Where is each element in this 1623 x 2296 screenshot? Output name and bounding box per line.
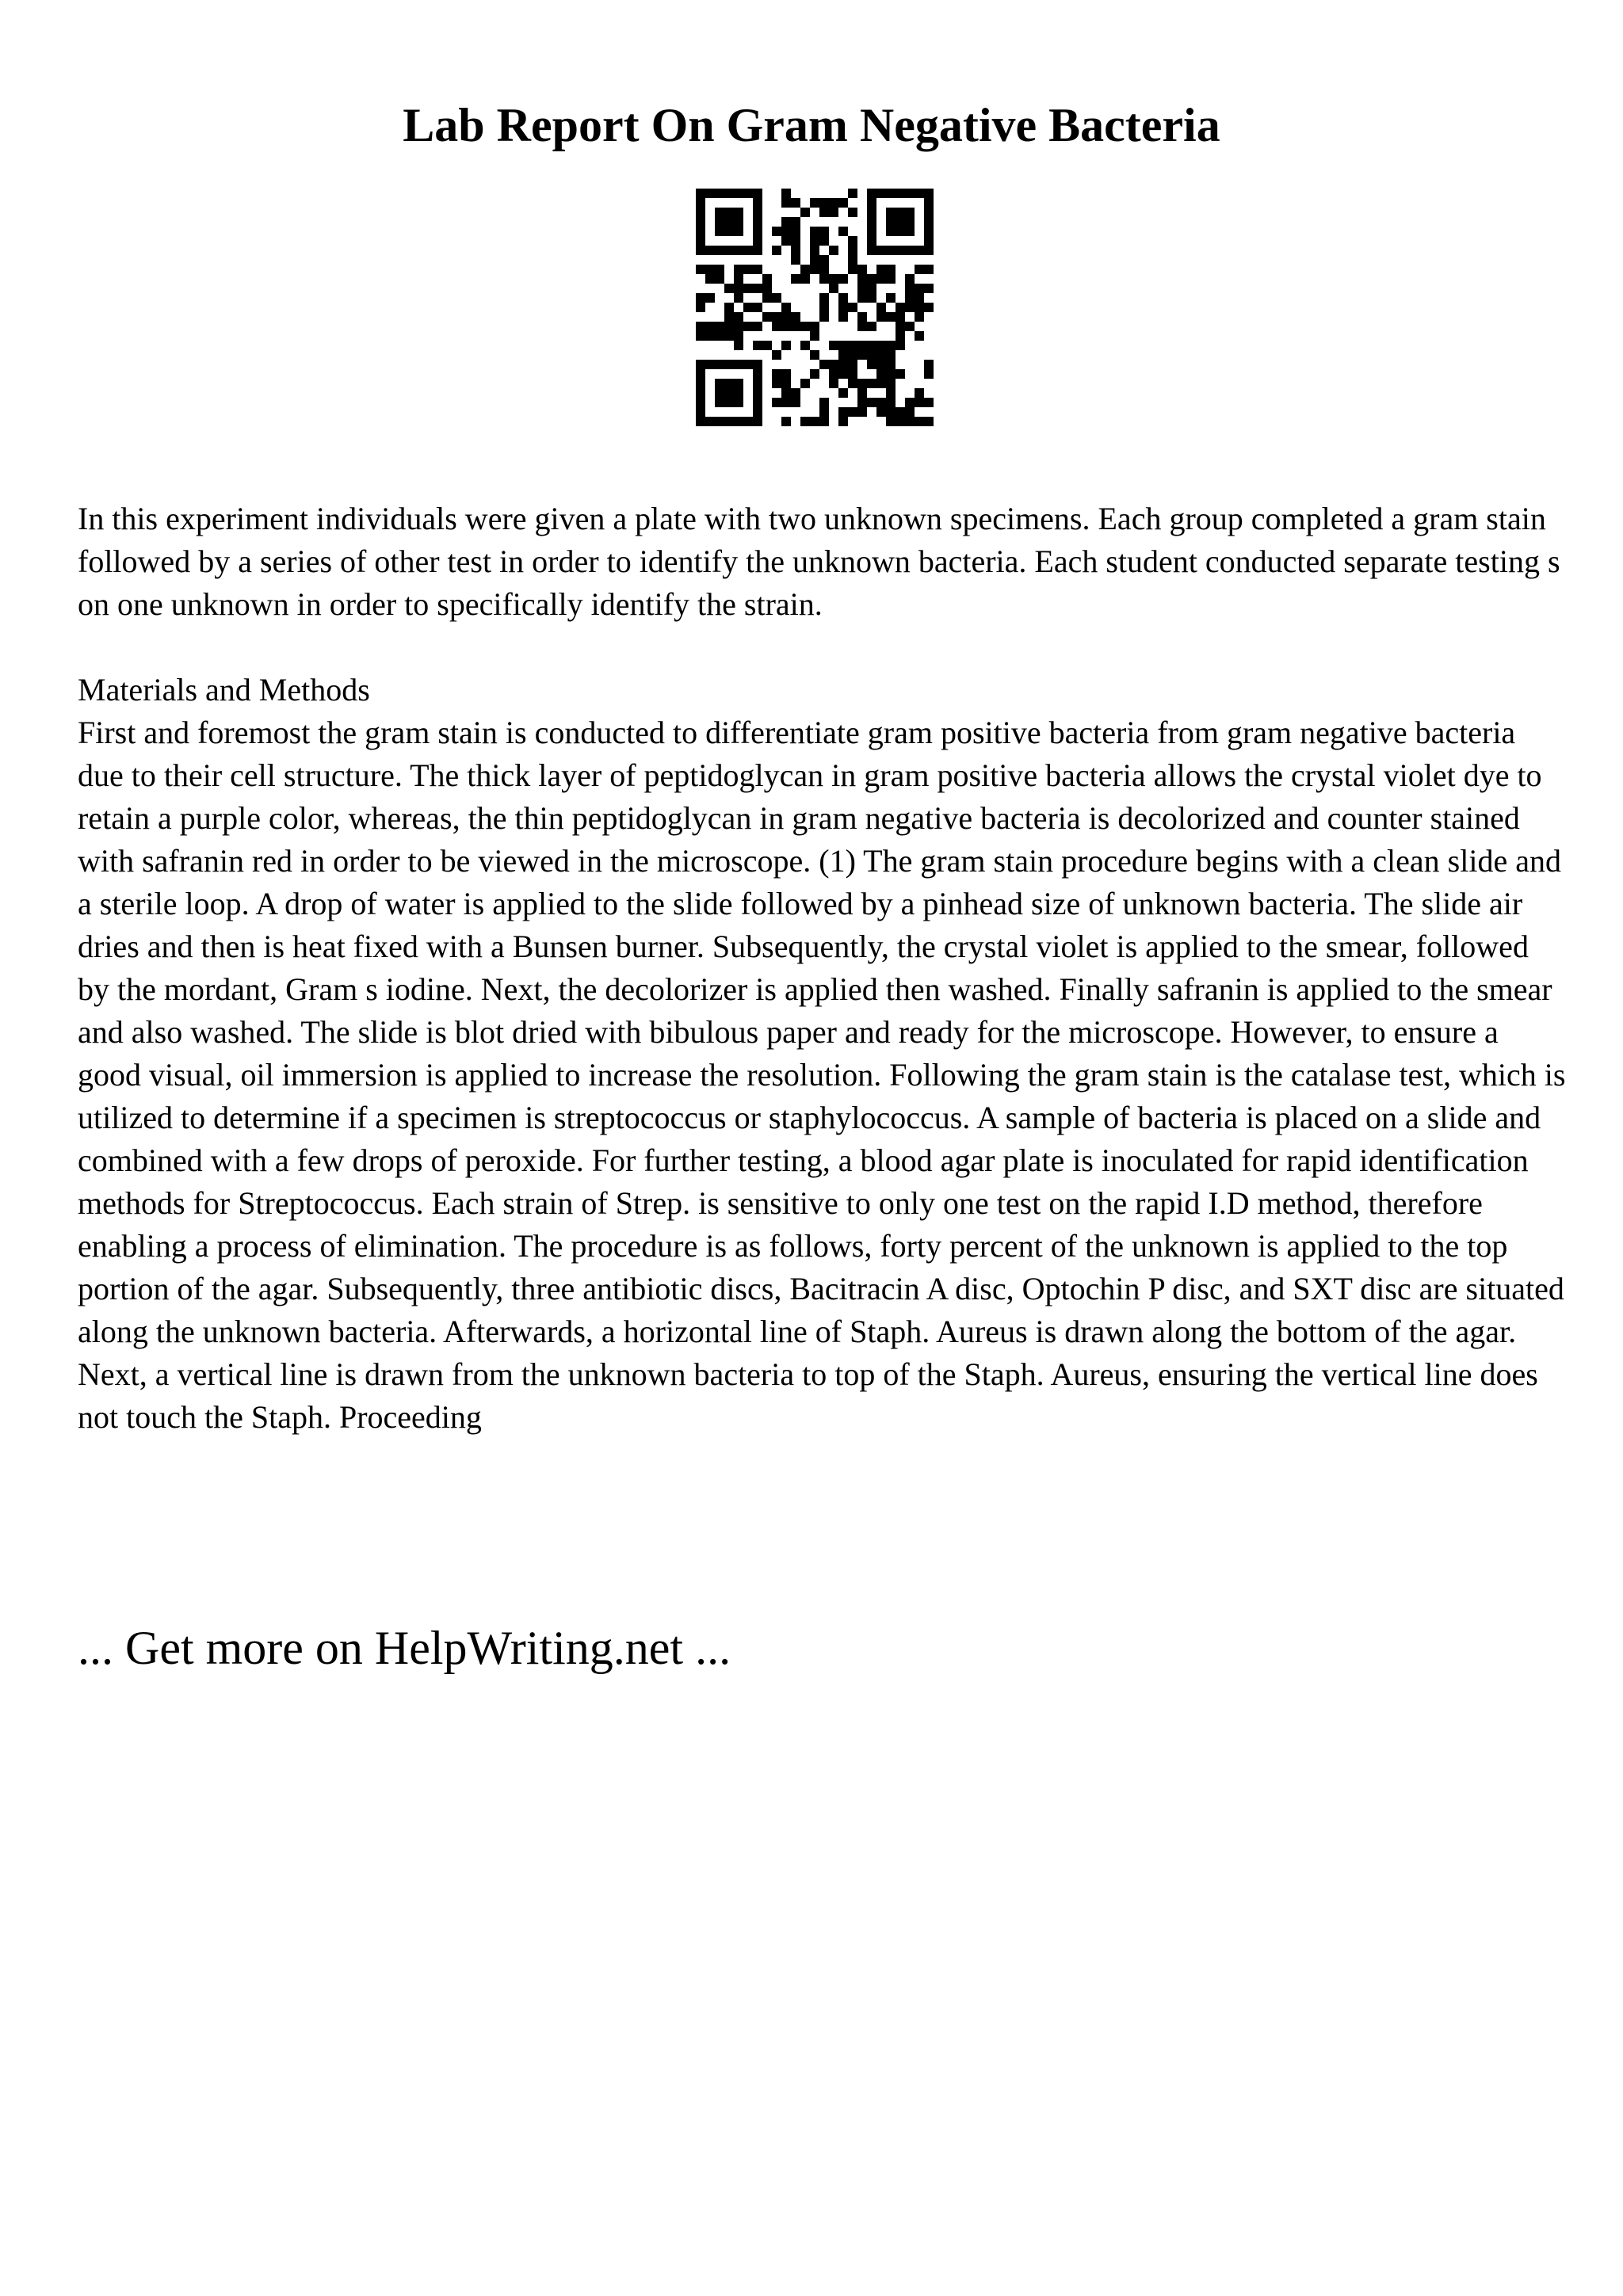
methods-paragraph: First and foremost the gram stain is conducted to differentiate gram positive bacteria from gram negative bacteria due to their cell structure. The thick layer of peptidoglycan in gram positive bacteria allows the crystal violet dye to retain a purple color, whereas, the thin peptidoglycan in gram negative bacteria is decolorized and counter stained with safranin red in order to be viewed in the microscope. (1) The gram stain procedure begins with a clean slide and a sterile loop. A drop of water is applied to the slide followed by a pinhead size of unknown bacteria. The slide air dries and then is heat fixed with a Bunsen burner. Subsequently, the crystal violet is applied to the smear, followed by the mordant, Gram s iodine. Next, the decolorizer is applied then washed. Finally safranin is applied to the smear and also washed. The slide is blot dried with bibulous paper and ready for the microscope. However, to ensure a good visual, oil immersion is applied to increase the resolution. Following the gram stain is the catalase test, which is utilized to determine if a specimen is streptococcus or staphylococcus. A sample of bacteria is placed on a slide and combined with a few drops of peroxide. For further testing, a blood agar plate is inoculated for rapid identification methods for Streptococcus. Each strain of Strep. is sensitive to only one test on the rapid I.D method, therefore enabling a process of elimination. The procedure is as follows, forty percent of the unknown is applied to the top portion of the agar. Subsequently, three antibiotic discs, Bacitracin A disc, Optochin P disc, and SXT disc are situated along the unknown bacteria. Afterwards, a horizontal line of Staph. Aureus is drawn along the bottom of the agar. Next, a vertical line is drawn from the unknown bacteria to top of the Staph. Aureus, ensuring the vertical line does not touch the Staph. Proceeding	[78, 715, 1566, 1435]
qr-code-icon	[696, 189, 934, 426]
section-heading: Materials and Methods	[78, 672, 370, 707]
intro-paragraph: In this experiment individuals were given a plate with two unknown specimens. Each group completed a gram stain followed by a series of other test in order to identify the unknown bacteria. Each student conducted separate testing s on one unknown in order to specifically identify the strain.	[78, 501, 1560, 622]
footer-link[interactable]: ... Get more on HelpWriting.net ...	[78, 1622, 731, 1674]
document-title: Lab Report On Gram Negative Bacteria	[403, 99, 1220, 151]
